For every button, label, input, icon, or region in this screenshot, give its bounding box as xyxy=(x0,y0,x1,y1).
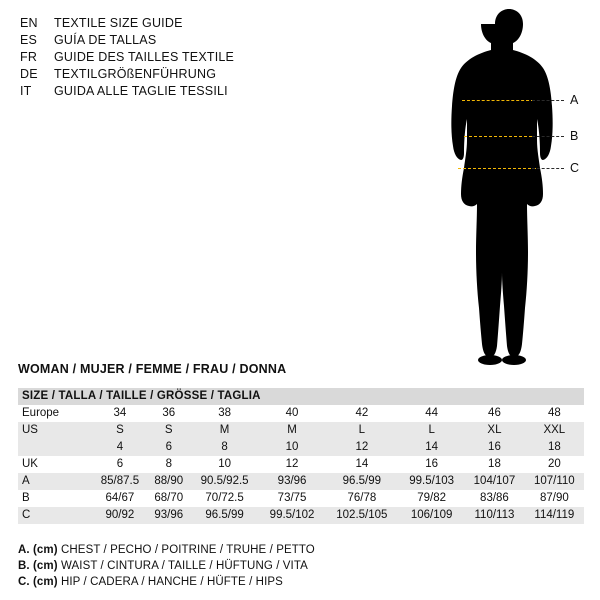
table-header-label: SIZE / TALLA / TAILLE / GRÖSSE / TAGLIA xyxy=(22,390,261,402)
cell: 93/96 xyxy=(277,475,307,487)
table-row xyxy=(18,439,584,456)
cell: 48 xyxy=(547,407,561,419)
section-title: WOMAN / MUJER / FEMME / FRAU / DONNA xyxy=(18,362,287,376)
cell: 99.5/102 xyxy=(269,509,315,521)
language-title: GUIDA ALLE TAGLIE TESSILI xyxy=(54,84,228,98)
cell: 18 xyxy=(547,441,561,453)
measurement-line-a-body xyxy=(462,100,534,101)
cell: 34 xyxy=(113,407,127,419)
row-label xyxy=(18,439,92,456)
row-label: Europe xyxy=(22,407,60,419)
measurement-label-c: C xyxy=(570,161,580,175)
footnote-c-key: C. (cm) xyxy=(18,576,58,588)
female-body-figure xyxy=(430,8,590,368)
cell: 16 xyxy=(488,441,501,453)
cell: 106/109 xyxy=(410,509,453,521)
cell: 85/87.5 xyxy=(100,475,140,487)
cell: 76/78 xyxy=(347,492,377,504)
language-row xyxy=(20,84,350,101)
cell: 6 xyxy=(116,458,124,470)
measurement-label-b: B xyxy=(570,129,579,143)
cell: 18 xyxy=(488,458,501,470)
footnote-b xyxy=(18,558,315,574)
cell: 88/90 xyxy=(154,475,184,487)
cell: 42 xyxy=(355,407,369,419)
cell: 44 xyxy=(425,407,439,419)
cell: 4 xyxy=(116,441,124,453)
cell: 46 xyxy=(488,407,501,419)
language-row xyxy=(20,16,350,33)
footnote-list xyxy=(18,542,315,590)
cell: 83/86 xyxy=(480,492,509,504)
footnote-c-text: HIP / CADERA / HANCHE / HÜFTE / HIPS xyxy=(60,576,283,588)
cell: 36 xyxy=(162,407,176,419)
footnote-b-key: B. (cm) xyxy=(18,560,58,572)
language-row xyxy=(20,67,350,84)
cell: 12 xyxy=(355,441,369,453)
table-row xyxy=(18,422,584,439)
female-silhouette-icon xyxy=(430,8,590,368)
measurement-label-a: A xyxy=(570,93,579,107)
measurement-line-c-body xyxy=(458,168,536,169)
language-code: DE xyxy=(20,67,38,81)
cell: 70/72.5 xyxy=(205,492,244,504)
cell: 96.5/99 xyxy=(342,475,382,487)
cell: 12 xyxy=(285,458,299,470)
leader-line-c xyxy=(532,168,564,169)
cell: XL xyxy=(487,424,502,436)
cell: 16 xyxy=(425,458,439,470)
table-row xyxy=(18,405,584,422)
cell: 90/92 xyxy=(105,509,135,521)
language-code: ES xyxy=(20,33,38,47)
cell: 10 xyxy=(285,441,299,453)
cell: XXL xyxy=(543,424,566,436)
language-title: TEXTILE SIZE GUIDE xyxy=(54,16,183,30)
cell: 40 xyxy=(285,407,299,419)
cell: 64/67 xyxy=(105,492,135,504)
language-title: TEXTILGRÖßENFÜHRUNG xyxy=(54,67,217,81)
row-label: C xyxy=(22,509,31,521)
cell: 96.5/99 xyxy=(205,509,244,521)
cell: 73/75 xyxy=(277,492,307,504)
footnote-c xyxy=(18,574,315,590)
leader-line-a xyxy=(532,100,564,101)
cell: 38 xyxy=(218,407,231,419)
cell: 68/70 xyxy=(154,492,184,504)
cell: 14 xyxy=(355,458,369,470)
row-label: A xyxy=(22,475,30,487)
cell: 114/119 xyxy=(534,509,575,521)
cell: 99.5/103 xyxy=(409,475,455,487)
cell: 93/96 xyxy=(154,509,184,521)
cell: 87/90 xyxy=(539,492,569,504)
language-code: FR xyxy=(20,50,38,64)
cell: 110/113 xyxy=(474,509,515,521)
footnote-a-key: A. (cm) xyxy=(18,544,58,556)
language-row xyxy=(20,50,350,67)
cell: 79/82 xyxy=(417,492,447,504)
cell: S xyxy=(164,424,173,436)
cell: 6 xyxy=(165,441,172,453)
cell: 20 xyxy=(547,458,561,470)
leader-line-b xyxy=(532,136,564,137)
language-list xyxy=(20,16,350,101)
row-label: B xyxy=(22,492,30,504)
footnote-a xyxy=(18,542,315,558)
cell: 104/107 xyxy=(473,475,516,487)
language-title: GUÍA DE TALLAS xyxy=(54,33,157,47)
footnote-a-text: CHEST / PECHO / POITRINE / TRUHE / PETTO xyxy=(60,544,315,556)
cell: 8 xyxy=(221,441,228,453)
language-code: IT xyxy=(20,84,32,98)
row-label: UK xyxy=(22,458,38,470)
cell: 8 xyxy=(165,458,172,470)
cell: L xyxy=(428,424,435,436)
language-code: EN xyxy=(20,16,38,30)
cell: M xyxy=(219,424,230,436)
table-header-row xyxy=(18,388,584,405)
cell: 10 xyxy=(218,458,231,470)
language-title: GUIDE DES TAILLES TEXTILE xyxy=(54,50,235,64)
table-row xyxy=(18,490,584,507)
cell: 107/110 xyxy=(533,475,575,487)
table-row xyxy=(18,473,584,490)
cell: 14 xyxy=(425,441,439,453)
cell: 102.5/105 xyxy=(336,509,388,521)
footnote-b-text: WAIST / CINTURA / TAILLE / HÜFTUNG / VITA xyxy=(60,560,308,572)
cell: 90.5/92.5 xyxy=(200,475,249,487)
cell: M xyxy=(287,424,297,436)
cell: L xyxy=(358,424,366,436)
table-row xyxy=(18,507,584,524)
row-label: US xyxy=(22,424,38,436)
language-row xyxy=(20,33,350,50)
cell: S xyxy=(116,424,124,436)
size-table xyxy=(18,388,584,524)
table-row xyxy=(18,456,584,473)
measurement-line-b-body xyxy=(464,136,532,137)
